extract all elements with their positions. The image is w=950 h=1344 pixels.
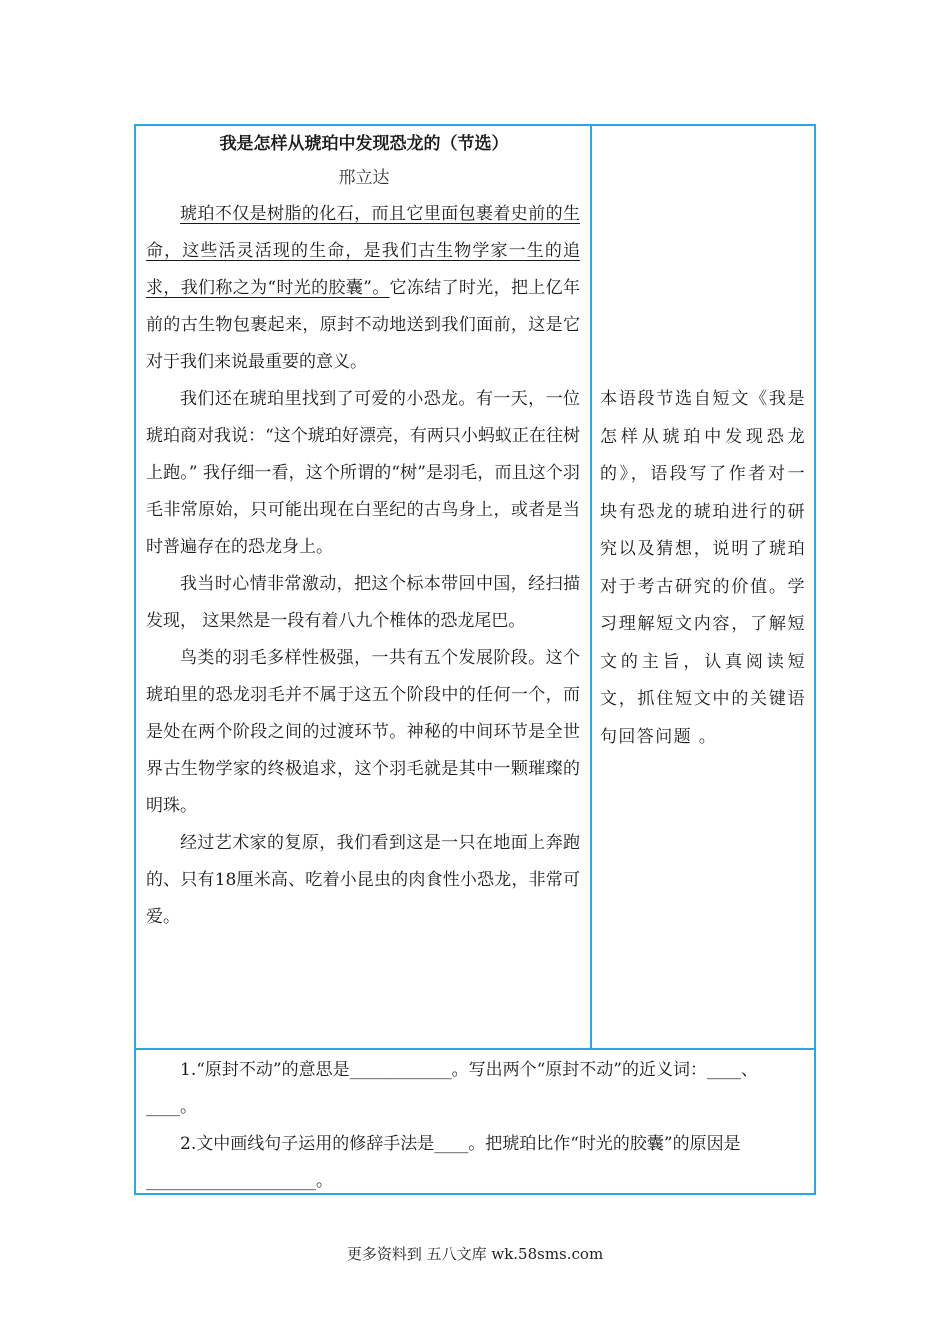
question-1: 1.“原封不动”的意思是____________。写出两个“原封不动”的近义词：____、____。: [146, 1060, 758, 1117]
paragraph-1: [146, 196, 580, 381]
paragraph-4: 鸟类的羽毛多样性极强，一共有五个发展阶段。这个琥珀里的恐龙羽毛并不属于这五个阶段中的任何一个，而是处在两个阶段之间的过渡环节。神秘的中间环节是全世界古生物学家的终极追求，这个羽毛就是其中一颗璀璨的明珠。: [146, 648, 580, 816]
question-list: [146, 1052, 806, 1200]
paragraph-2: 我们还在琥珀里找到了可爱的小恐龙。有一天，一位琥珀商对我说：“这个琥珀好漂亮，有两只小蚂蚁正在往树上跑。” 我仔细一看，这个所谓的“树”是羽毛，而且这个羽毛非常原始，只可能出现在白垩纪的古鸟身上，或者是当时普遍存在的恐龙身上。: [146, 389, 580, 557]
note-cell: [592, 126, 814, 1048]
article-passage: [146, 196, 580, 936]
article-title: 我是怎样从琥珀中发现恐龙的（节选）: [219, 134, 509, 154]
article-author: 邢立达: [338, 168, 390, 188]
paragraph-3: 我当时心情非常激动，把这个标本带回中国，经扫描发现， 这果然是一段有着八九个椎体的恐龙尾巴。: [146, 574, 580, 631]
underlined-sentence: 琥珀不仅是树脂的化石，而且它里面包裹着史前的生命，这些活灵活现的生命，是我们古生物学家一生的追求，我们称之为“时光的胶囊”。: [146, 204, 580, 298]
footer-source-text: 更多资料到 五八文库 wk.58sms.com: [346, 1245, 604, 1263]
paragraph-5: 经过艺术家的复原，我们看到这是一只在地面上奔跑的、只有18厘米高、吃着小昆虫的肉食性小恐龙，非常可爱。: [146, 833, 580, 927]
paragraph-1-rest: 它冻结了时光，把上亿年前的古生物包裹起来，原封不动地送到我们面前，这是它对于我们来说最重要的意义。: [146, 278, 580, 372]
question-2: 2.文中画线句子运用的修辞手法是____。把琥珀比作“时光的胶囊”的原因是____________________。: [146, 1134, 741, 1191]
teaching-note: 本语段节选自短文《我是怎样从琥珀中发现恐龙的》，语段写了作者对一块有恐龙的琥珀进行的研究以及猜想，说明了琥珀对于考古研究的价值。学习理解短文内容，了解短文的主旨，认真阅读短文，抓住短文中的关键语句回答问题 。: [600, 389, 806, 747]
worksheet-table: [134, 124, 816, 1195]
passage-cell: [136, 126, 592, 1048]
questions-cell: [136, 1048, 814, 1193]
